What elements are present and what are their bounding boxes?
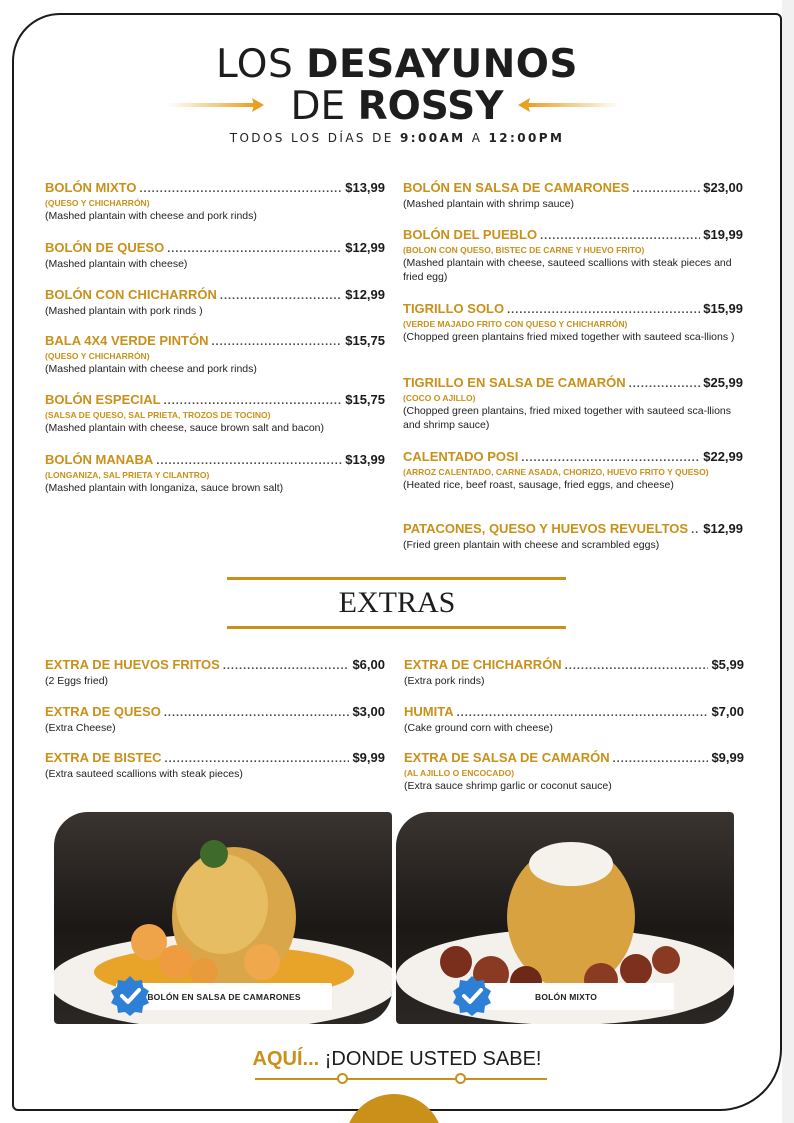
item-name: CALENTADO POSI: [403, 449, 519, 464]
dot-leader: [167, 241, 342, 257]
item-name: BOLÓN EN SALSA DE CAMARONES: [403, 180, 630, 195]
item-name: BALA 4X4 VERDE PINTÓN: [45, 333, 209, 348]
menu-item: [403, 449, 743, 492]
dot-leader: [164, 705, 350, 721]
menu-item: [403, 375, 743, 432]
item-price: $13,99: [345, 180, 385, 195]
item-name: BOLÓN DEL PUEBLO: [403, 227, 538, 242]
menu-item: [45, 392, 385, 435]
extras-divider-bottom: [227, 626, 566, 629]
menu-item: [45, 287, 385, 318]
item-price: $3,00: [352, 704, 385, 719]
extra-item: [404, 750, 744, 793]
arrow-left-icon: [518, 97, 620, 113]
item-subtitle: (ARROZ CALENTADO, CARNE ASADA, CHORIZO, HUEVO FRITO Y QUESO): [403, 467, 709, 477]
photo-caption: BOLÓN MIXTO: [458, 983, 674, 1010]
item-name: BOLÓN MANABA: [45, 452, 154, 467]
slogan-text: ¡DONDE USTED SABE!: [319, 1048, 542, 1070]
verified-check-icon: [452, 976, 492, 1016]
title-bold-text: DESAYUNOS: [306, 42, 579, 87]
item-price: $9,99: [711, 750, 744, 765]
item-description: (Fried green plantain with cheese and scrambled eggs): [403, 539, 660, 551]
hours-prefix: TODOS LOS DÍAS DE: [229, 131, 401, 145]
hours-end: 12:00PM: [488, 131, 565, 145]
item-name: EXTRA DE HUEVOS FRITOS: [45, 657, 220, 672]
extras-divider-top: [227, 577, 566, 580]
item-description: (Mashed plantain with shrimp sauce): [403, 198, 574, 210]
item-name: EXTRA DE QUESO: [45, 704, 161, 719]
dot-leader: [613, 751, 709, 767]
item-price: $25,99: [703, 375, 743, 390]
item-name: BOLÓN ESPECIAL: [45, 392, 161, 407]
divider-ornament: [337, 1073, 348, 1084]
title-line-2: [0, 86, 794, 128]
dot-leader: [691, 522, 700, 538]
dot-leader: [629, 376, 701, 392]
item-subtitle: (QUESO Y CHICHARRÓN): [45, 198, 150, 208]
dot-leader: [521, 450, 700, 466]
food-photo-bolon-camarones: [54, 812, 392, 1024]
item-name: TIGRILLO EN SALSA DE CAMARÓN: [403, 375, 626, 390]
extras-heading: EXTRAS: [338, 586, 456, 619]
menu-item: [403, 227, 743, 284]
dot-leader: [164, 393, 343, 409]
menu-item: [403, 301, 743, 344]
title2-light-text: DE: [290, 84, 358, 129]
title2-bold-text: ROSSY: [357, 84, 504, 129]
item-name: TIGRILLO SOLO: [403, 301, 505, 316]
item-price: $12,99: [345, 287, 385, 302]
menu-item: [45, 333, 385, 376]
extra-item: [45, 704, 385, 735]
dot-leader: [139, 181, 342, 197]
item-subtitle: (COCO O AJILLO): [403, 393, 476, 403]
item-description: (Chopped green plantains, fried mixed together with sauteed sca-llions and shrimp sauce): [403, 405, 732, 431]
item-price: $19,99: [703, 227, 743, 242]
dot-leader: [223, 658, 350, 674]
item-name: HUMITA: [404, 704, 454, 719]
item-description: (Mashed plantain with cheese, sauteed scallions with steak pieces and fried egg): [403, 257, 732, 283]
food-photo-bolon-mixto: [396, 812, 734, 1024]
item-description: (Mashed plantain with cheese, sauce brown salt and bacon): [45, 422, 324, 434]
dot-leader: [212, 334, 343, 350]
item-name: PATACONES, QUESO Y HUEVOS REVUELTOS: [403, 521, 689, 536]
menu-item: [45, 240, 385, 271]
item-name: EXTRA DE SALSA DE CAMARÓN: [404, 750, 610, 765]
dot-leader: [457, 705, 709, 721]
item-description: (Mashed plantain with longaniza, sauce brown salt): [45, 482, 284, 494]
item-price: $15,75: [345, 392, 385, 407]
item-subtitle: (SALSA DE QUESO, SAL PRIETA, TROZOS DE TOCINO): [45, 410, 271, 420]
item-price: $5,99: [711, 657, 744, 672]
item-description: (Extra sauce shrimp garlic or coconut sauce): [404, 780, 612, 792]
item-description: (Extra pork rinds): [404, 675, 485, 687]
menu-item: [45, 452, 385, 495]
item-description: (Cake ground corn with cheese): [404, 722, 553, 734]
dot-leader: [632, 181, 700, 197]
item-subtitle: (LONGANIZA, SAL PRIETA Y CILANTRO): [45, 470, 210, 480]
title-line-1: [0, 44, 794, 86]
extra-item: [45, 657, 385, 688]
item-price: $9,99: [352, 750, 385, 765]
dot-leader: [156, 453, 342, 469]
dot-leader: [165, 751, 350, 767]
item-description: (Extra sauteed scallions with steak pieces): [45, 768, 243, 780]
hours-start: 9:00AM: [400, 131, 466, 145]
item-price: $15,99: [703, 301, 743, 316]
page-edge: [782, 0, 794, 1123]
item-description: (2 Eggs fried): [45, 675, 109, 687]
hours-mid: A: [465, 131, 489, 145]
item-description: (Heated rice, beef roast, sausage, fried eggs, and cheese): [403, 479, 674, 491]
dot-leader: [220, 288, 342, 304]
slogan: [0, 1048, 794, 1071]
item-name: BOLÓN DE QUESO: [45, 240, 165, 255]
item-description: (Chopped green plantains fried mixed together with sauteed sca-llions ): [403, 331, 735, 343]
dot-leader: [507, 302, 700, 318]
divider-ornament: [455, 1073, 466, 1084]
extra-item: [404, 657, 744, 688]
dot-leader: [540, 228, 700, 244]
item-subtitle: (AL AJILLO O ENCOCADO): [404, 768, 515, 778]
menu-item: [403, 521, 743, 552]
item-price: $6,00: [352, 657, 385, 672]
arrow-right-icon: [168, 97, 264, 113]
item-subtitle: (QUESO Y CHICHARRÓN): [45, 351, 150, 361]
item-price: $7,00: [711, 704, 744, 719]
item-name: BOLÓN CON CHICHARRÓN: [45, 287, 217, 302]
item-price: $12,99: [345, 240, 385, 255]
item-name: BOLÓN MIXTO: [45, 180, 137, 195]
dot-leader: [565, 658, 709, 674]
menu-item: [403, 180, 743, 211]
extra-item: [45, 750, 385, 781]
item-description: (Mashed plantain with cheese and pork rinds): [45, 363, 257, 375]
verified-check-icon: [110, 976, 150, 1016]
photo-caption: BOLÓN EN SALSA DE CAMARONES: [116, 983, 332, 1010]
item-subtitle: (BOLON CON QUESO, BISTEC DE CARNE Y HUEVO FRITO): [403, 245, 645, 255]
item-description: (Mashed plantain with cheese and pork rinds): [45, 210, 257, 222]
item-name: EXTRA DE BISTEC: [45, 750, 162, 765]
extra-item: [404, 704, 744, 735]
item-description: (Mashed plantain with cheese): [45, 258, 188, 270]
item-subtitle: (VERDE MAJADO FRITO CON QUESO Y CHICHARRÓN): [403, 319, 628, 329]
item-description: (Extra Cheese): [45, 722, 116, 734]
item-name: EXTRA DE CHICHARRÓN: [404, 657, 562, 672]
item-price: $13,99: [345, 452, 385, 467]
slogan-highlight: AQUÍ...: [252, 1048, 320, 1070]
item-price: $22,99: [703, 449, 743, 464]
title-light-text: LOS: [215, 42, 307, 87]
item-description: (Mashed plantain with pork rinds ): [45, 305, 203, 317]
hours-text: [0, 131, 794, 145]
menu-item: [45, 180, 385, 223]
item-price: $12,99: [703, 521, 743, 536]
item-price: $15,75: [345, 333, 385, 348]
item-price: $23,00: [703, 180, 743, 195]
slogan-divider: [255, 1078, 547, 1080]
